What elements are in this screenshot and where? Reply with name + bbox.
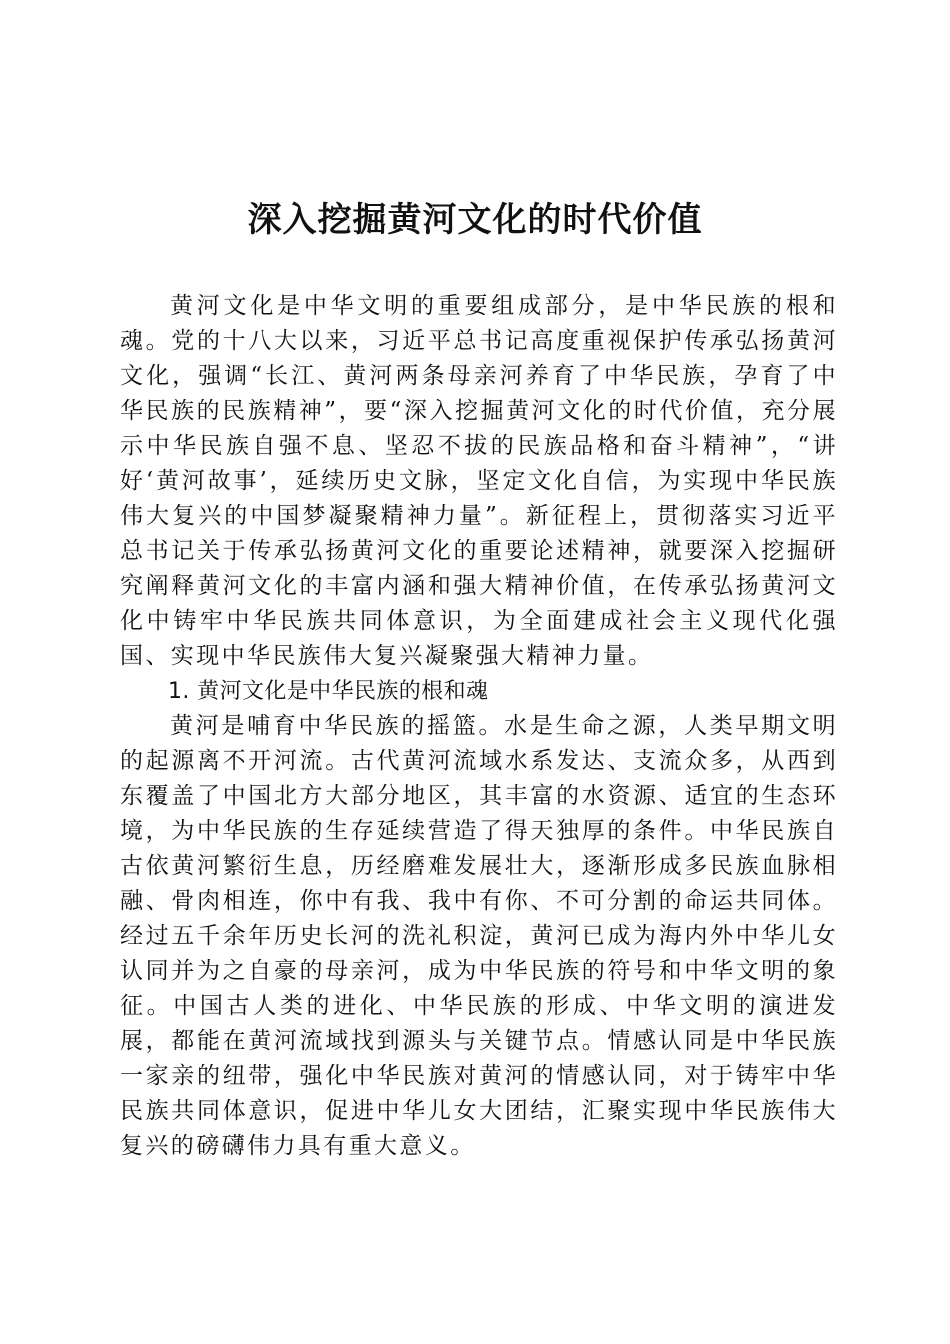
intro-paragraph: 黄河文化是中华文明的重要组成部分，是中华民族的根和魂。党的十八大以来，习近平总书记高度重视保护传承弘扬黄河文化，强调“长江、黄河两条母亲河养育了中华民族，孕育了中华民族的民族精神”，要“深入挖掘黄河文化的时代价值，充分展示中华民族自强不息、坚忍不拔的民族品格和奋斗精神”，“讲好‘黄河故事’，延续历史文脉，坚定文化自信，为实现中华民族伟大复兴的中国梦凝聚精神力量”。新征程上，贯彻落实习近平总书记关于传承弘扬黄河文化的重要论述精神，就要深入挖掘研究阐释黄河文化的丰富内涵和强大精神价值，在传承弘扬黄河文化中铸牢中华民族共同体意识，为全面建成社会主义现代化强国、实现中华民族伟大复兴凝聚强大精神力量。 [120,293,838,669]
document-title: 深入挖掘黄河文化的时代价值 [247,200,703,240]
section-1-paragraph: 黄河是哺育中华民族的摇篮。水是生命之源，人类早期文明的起源离不开河流。古代黄河流域水系发达、支流众多，从西到东覆盖了中国北方大部分地区，其丰富的水资源、适宜的生态环境，为中华民族的生存延续营造了得天独厚的条件。中华民族自古依黄河繁衍生息，历经磨难发展壮大，逐渐形成多民族血脉相融、骨肉相连，你中有我、我中有你、不可分割的命运共同体。经过五千余年历史长河的洗礼积淀，黄河已成为海内外中华儿女认同并为之自豪的母亲河，成为中华民族的符号和中华文明的象征。中国古人类的进化、中华民族的形成、中华文明的演进发展，都能在黄河流域找到源头与关键节点。情感认同是中华民族一家亲的纽带，强化中华民族对黄河的情感认同，对于铸牢中华民族共同体意识，促进中华儿女大团结，汇聚实现中华民族伟大复兴的磅礴伟力具有重大意义。 [120,713,838,1159]
section-heading-1: 1. 黄河文化是中华民族的根和魂 [168,679,489,704]
document-body [120,289,838,1164]
